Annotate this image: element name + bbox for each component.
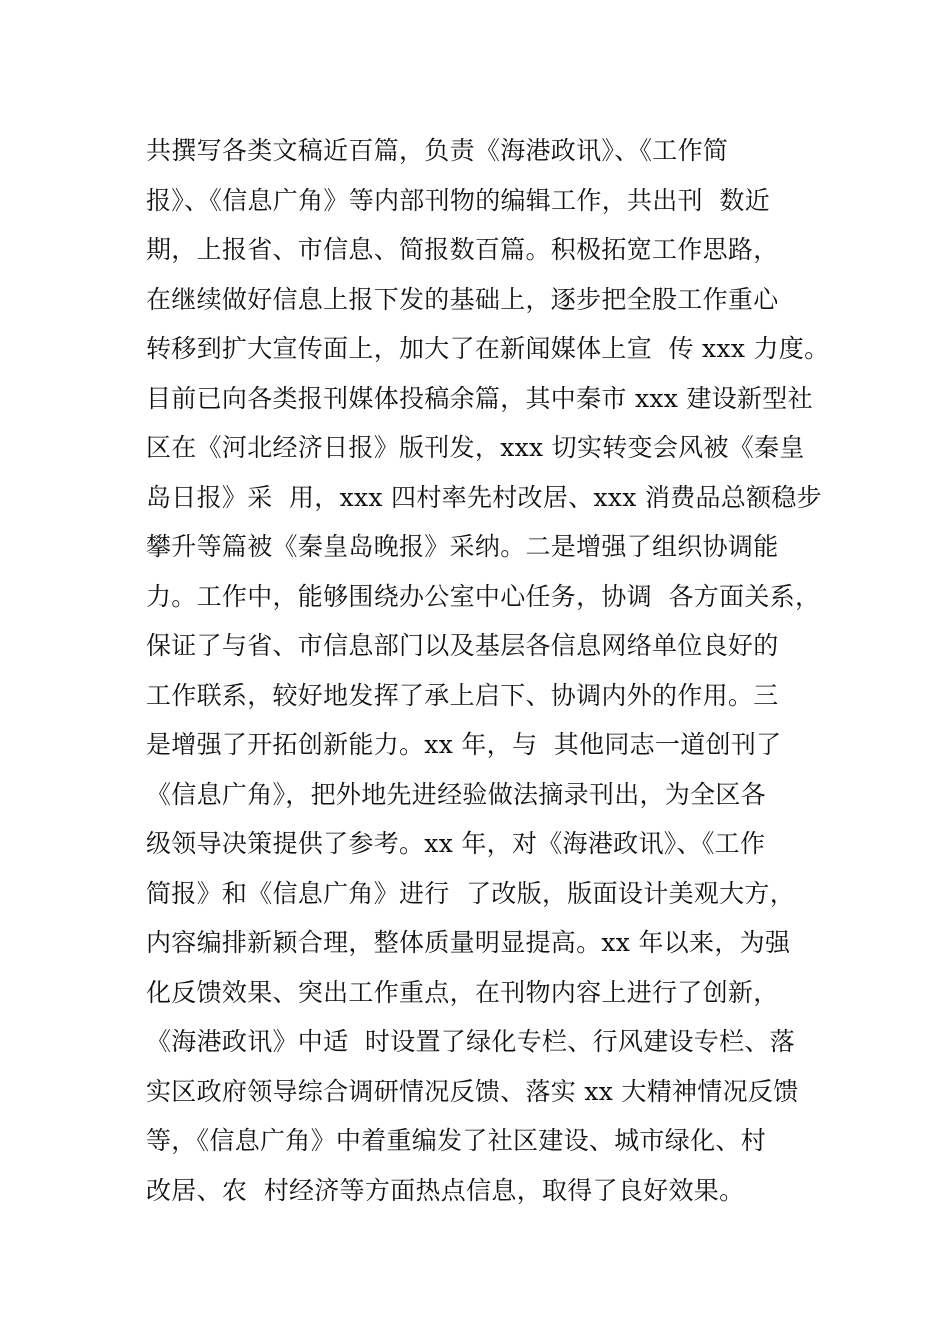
text-line: 《信息广角》，把外地先进经验做法摘录刊出，为全区各 <box>146 779 767 809</box>
text-line: 化反馈效果、突出工作重点，在刊物内容上进行了创新， <box>146 977 779 1007</box>
text-line: 等，《信息广角》中着重编发了社区建设、城市绿化、村 <box>146 1126 767 1155</box>
text-line: 在继续做好信息上报下发的基础上，逐步把全股工作重心 <box>146 284 779 314</box>
body-text <box>146 126 846 1215</box>
text-line: 内容编排新颖合理，整体质量明显提高。xx 年以来，为强 <box>146 928 791 957</box>
text-line: 实区政府领导综合调研情况反馈、落实 xx 大精神情况反馈 <box>146 1076 799 1106</box>
text-line: 共撰写各类文稿近百篇，负责《海港政讯》、《工作简 <box>146 136 729 165</box>
text-line: 期，上报省、市信息、简报数百篇。积极拓宽工作思路， <box>146 235 779 264</box>
text-line: 报》、《信息广角》等内部刊物的编辑工作，共出刊 数近 <box>146 185 770 215</box>
text-line: 简报》和《信息广角》进行 了改版，版面设计美观大方， <box>146 878 795 908</box>
text-line: 级领导决策提供了参考。xx 年，对《海港政讯》、《工作 <box>146 829 766 858</box>
text-line: 岛日报》采 用，xxx 四村率先村改居、xxx 消费品总额稳步 <box>146 482 822 512</box>
text-line: 是增强了开拓创新能力。xx 年，与 其他同志一道创刊了 <box>146 730 782 759</box>
text-line: 转移到扩大宣传面上，加大了在新闻媒体上宣 传 xxx 力度。 <box>146 334 830 363</box>
text-line: 《海港政讯》中适 时设置了绿化专栏、行风建设专栏、落 <box>146 1027 795 1056</box>
text-line: 改居、农 村经济等方面热点信息，取得了良好效果。 <box>146 1175 745 1205</box>
text-line: 保证了与省、市信息部门以及基层各信息网络单位良好的 <box>146 631 779 660</box>
text-line: 工作联系，较好地发挥了承上启下、协调内外的作用。三 <box>146 680 779 710</box>
text-line: 区在《河北经济日报》版刊发，xxx 切实转变会风被《秦皇 <box>146 433 805 462</box>
text-line: 力。工作中，能够围绕办公室中心任务，协调 各方面关系， <box>146 581 821 611</box>
text-line: 目前已向各类报刊媒体投稿余篇，其中秦市 xxx 建设新型社 <box>146 383 813 413</box>
text-line: 攀升等篇被《秦皇岛晚报》采纳。二是增强了组织协调能 <box>146 532 779 561</box>
